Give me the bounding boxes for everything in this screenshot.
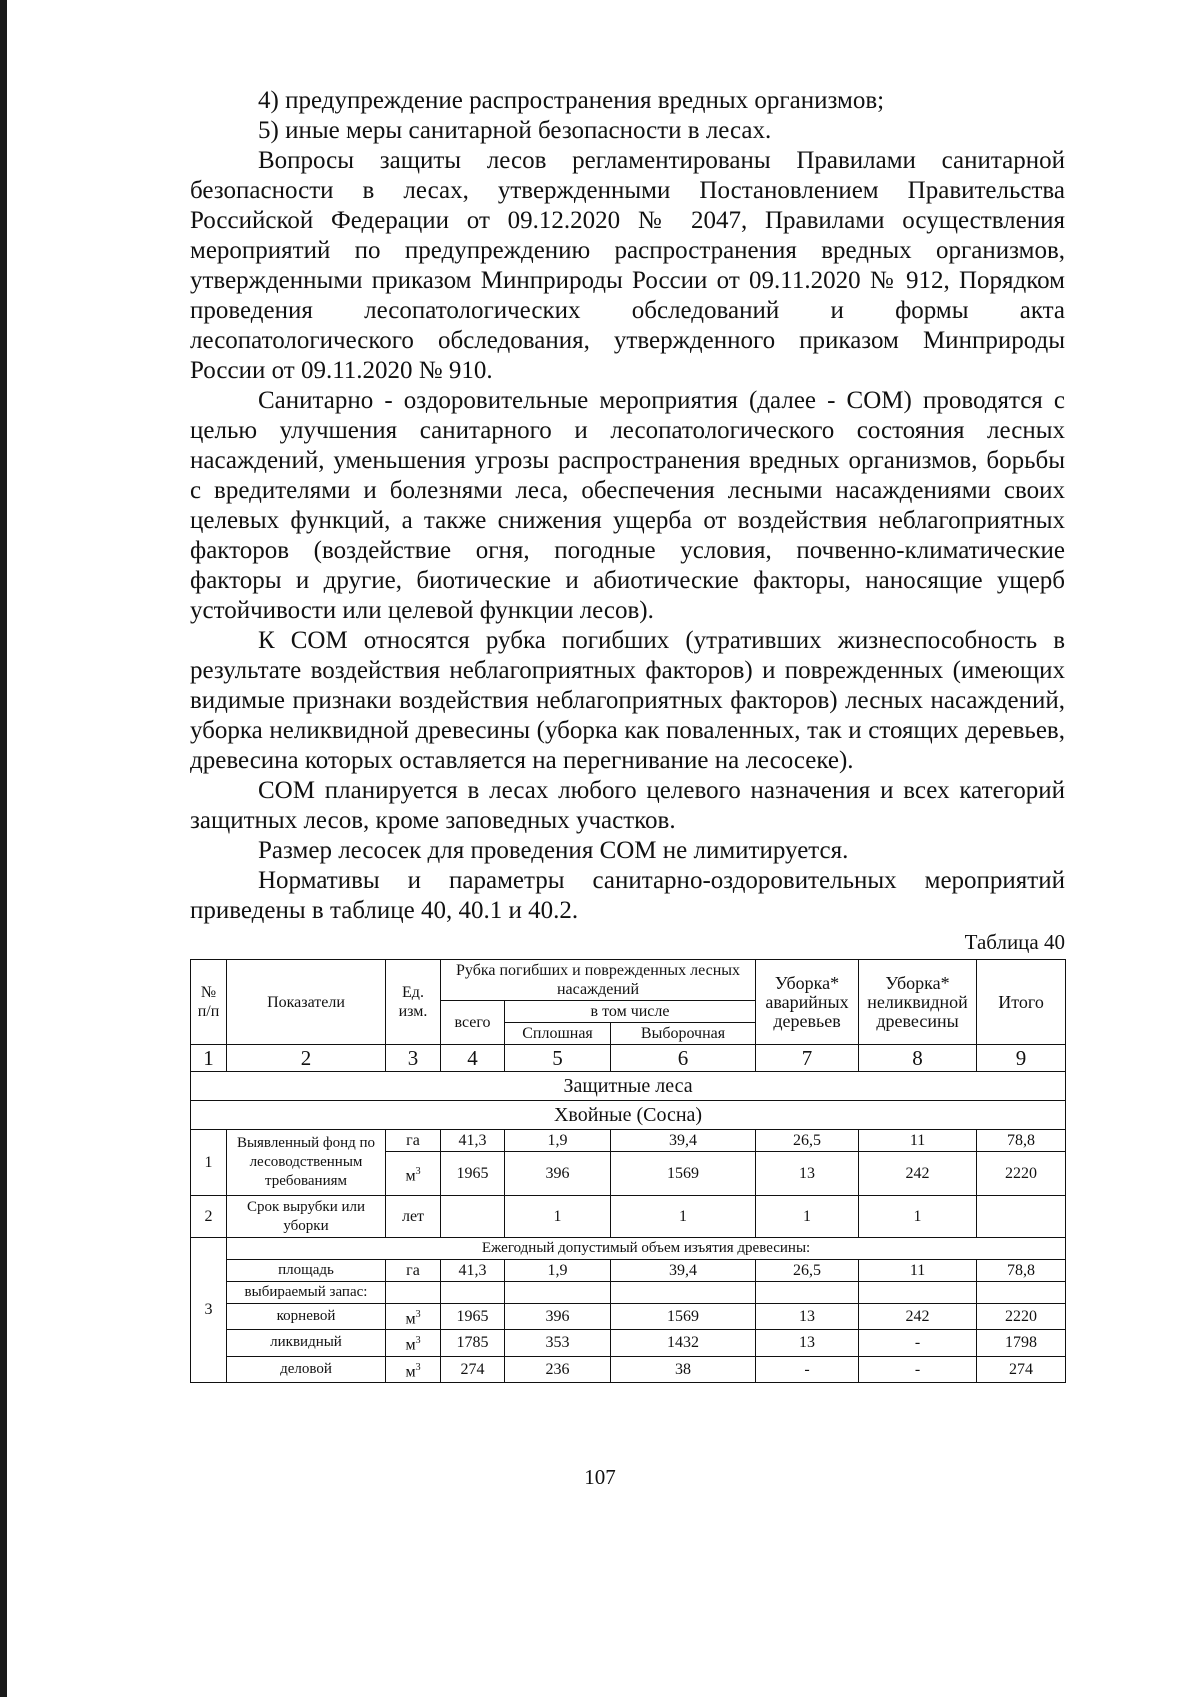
unit-text: м [405,1362,416,1380]
row-label: площадь [227,1260,386,1282]
cell: - [859,1330,977,1356]
cell [977,1282,1066,1304]
cell: 11 [859,1260,977,1282]
cell: 1 [611,1196,756,1238]
cell: 41,3 [441,1130,505,1152]
header-selective: Выборочная [611,1023,756,1045]
header-unit: Ед. изм. [386,960,441,1045]
cell: 1798 [977,1330,1066,1356]
paragraph: Размер лесосек для проведения СОМ не лимитируется. [258,837,849,864]
header-felling: Рубка погибших и поврежденных лесных насаждений [441,960,756,1001]
column-number: 2 [227,1045,386,1072]
paragraph: Вопросы защиты лесов регламентированы Правилами санитарной безопасности в лесах, утвержденными Постановлением Правительства Российской Федерации от 09.12.2020 № 2047, Правилами осуществления мероприятий по предупреждению распространения вредных организмов, утвержденными приказом Минприроды России от 09.11.2020 № 912, Порядком проведения лесопатологических обследований и формы акта лесопатологического обследования, утвержденного приказом Минприроды России от 09.11.2020 № 910. [190,147,1065,384]
row-unit [386,1152,441,1196]
cell: 39,4 [611,1260,756,1282]
cell: 78,8 [977,1130,1066,1152]
header-clear: Сплошная [505,1023,611,1045]
section-protective-forests: Защитные леса [191,1072,1066,1101]
unit-text: м [405,1310,416,1328]
cell [756,1282,859,1304]
row-label: ликвидный [227,1330,386,1356]
table-row [191,1282,1066,1304]
cell: 236 [505,1356,611,1382]
unit-text: м [405,1167,416,1185]
cell: 2220 [977,1304,1066,1330]
cell: 1,9 [505,1260,611,1282]
unit-sup: 3 [415,1361,421,1373]
header-total: Итого [977,960,1066,1045]
header-num: № п/п [191,960,227,1045]
cell: 1,9 [505,1130,611,1152]
cell: 353 [505,1330,611,1356]
column-number: 5 [505,1045,611,1072]
cell: 2220 [977,1152,1066,1196]
cell: - [756,1356,859,1382]
document-page [190,86,1065,1383]
column-number: 9 [977,1045,1066,1072]
table-row [191,1130,1066,1152]
table-row [191,1196,1066,1238]
row-num: 1 [191,1130,227,1196]
paragraph: К СОМ относятся рубка погибших (утративших жизнеспособность в результате воздействия неблагоприятных факторов) и поврежденных (имеющих видимые признаки воздействия неблагоприятных факторов) лесных насаждений, уборка неликвидной древесины (уборка как поваленных, так и стоящих деревьев, древесина которых оставляется на перегнивание на лесосеке). [190,627,1065,774]
header-total-all: всего [441,1001,505,1045]
paragraph: Санитарно - оздоровительные мероприятия (далее - СОМ) проводятся с целью улучшения санитарного и лесопатологического состояния лесных насаждений, уменьшения угрозы распространения вредных организмов, борьбы с вредителями и болезнями леса, обеспечения лесными насаждениями своих целевых функций, а также снижения ущерба от воздействия неблагоприятных факторов (воздействие огня, погодные условия, почвенно-климатические факторы и другие, биотические и абиотические факторы, наносящие ущерб устойчивости или целевой функции лесов). [190,387,1065,624]
header-including: в том числе [505,1001,756,1023]
row-unit: га [386,1130,441,1152]
cell: 1785 [441,1330,505,1356]
cell: 1 [756,1196,859,1238]
header-emergency: Уборка* аварийных деревьев [756,960,859,1045]
column-numbers-row [191,1045,1066,1072]
cell: 1965 [441,1304,505,1330]
row-label: деловой [227,1356,386,1382]
section-row [191,1101,1066,1130]
cell: 38 [611,1356,756,1382]
paragraph: 5) иные меры санитарной безопасности в лесах. [258,117,772,144]
cell: 26,5 [756,1260,859,1282]
cell: 274 [441,1356,505,1382]
cell: 396 [505,1152,611,1196]
row-unit [386,1330,441,1356]
row-unit: га [386,1260,441,1282]
som-table [190,959,1066,1383]
cell: 13 [756,1304,859,1330]
table-header-row [191,960,1066,1001]
cell [441,1196,505,1238]
cell [611,1282,756,1304]
row-label: Выявленный фонд по лесоводственным требованиям [227,1130,386,1196]
table-row [191,1260,1066,1282]
table-row [191,1356,1066,1382]
column-number: 6 [611,1045,756,1072]
row-label: Срок вырубки или уборки [227,1196,386,1238]
scan-left-edge [0,0,7,1697]
unit-sup: 3 [415,1335,421,1347]
cell: - [859,1356,977,1382]
page-number: 107 [584,1465,616,1489]
cell: 13 [756,1152,859,1196]
cell: 274 [977,1356,1066,1382]
column-number: 4 [441,1045,505,1072]
cell: 1 [859,1196,977,1238]
column-number: 3 [386,1045,441,1072]
row-unit [386,1356,441,1382]
paragraph: Нормативы и параметры санитарно-оздоровительных мероприятий приведены в таблице 40, 40.1 и 40.2. [190,867,1065,924]
unit-sup: 3 [415,1309,421,1320]
paragraph: 4) предупреждение распространения вредных организмов; [258,87,885,114]
row-title: Ежегодный допустимый объем изъятия древесины: [227,1238,1066,1260]
cell: 26,5 [756,1130,859,1152]
unit-text: м [405,1336,416,1354]
cell [441,1282,505,1304]
section-row [191,1072,1066,1101]
table-caption: Таблица 40 [964,930,1065,954]
header-indicators: Показатели [227,960,386,1045]
cell: 1432 [611,1330,756,1356]
column-number: 8 [859,1045,977,1072]
table-row [191,1304,1066,1330]
cell: 78,8 [977,1260,1066,1282]
cell [859,1282,977,1304]
cell: 1569 [611,1304,756,1330]
cell: 1965 [441,1152,505,1196]
cell [977,1196,1066,1238]
row-unit [386,1304,441,1330]
column-number: 7 [756,1045,859,1072]
cell: 242 [859,1304,977,1330]
row-num: 2 [191,1196,227,1238]
cell: 396 [505,1304,611,1330]
section-conifers: Хвойные (Сосна) [191,1101,1066,1130]
cell: 39,4 [611,1130,756,1152]
column-number: 1 [191,1045,227,1072]
cell [505,1282,611,1304]
unit-sup: 3 [415,1165,421,1177]
row-unit: лет [386,1196,441,1238]
cell: 11 [859,1130,977,1152]
cell: 13 [756,1330,859,1356]
row-num: 3 [191,1238,227,1383]
cell: 242 [859,1152,977,1196]
row-label: корневой [227,1304,386,1330]
header-illiquid: Уборка* неликвидной древесины [859,960,977,1045]
cell: 1569 [611,1152,756,1196]
table-row [191,1238,1066,1260]
cell: 1 [505,1196,611,1238]
cell: 41,3 [441,1260,505,1282]
body-text [190,86,1065,926]
paragraph: СОМ планируется в лесах любого целевого назначения и всех категорий защитных лесов, кроме заповедных участков. [190,777,1065,834]
cell [386,1282,441,1304]
row-label: выбираемый запас: [227,1282,386,1304]
table-row [191,1330,1066,1356]
